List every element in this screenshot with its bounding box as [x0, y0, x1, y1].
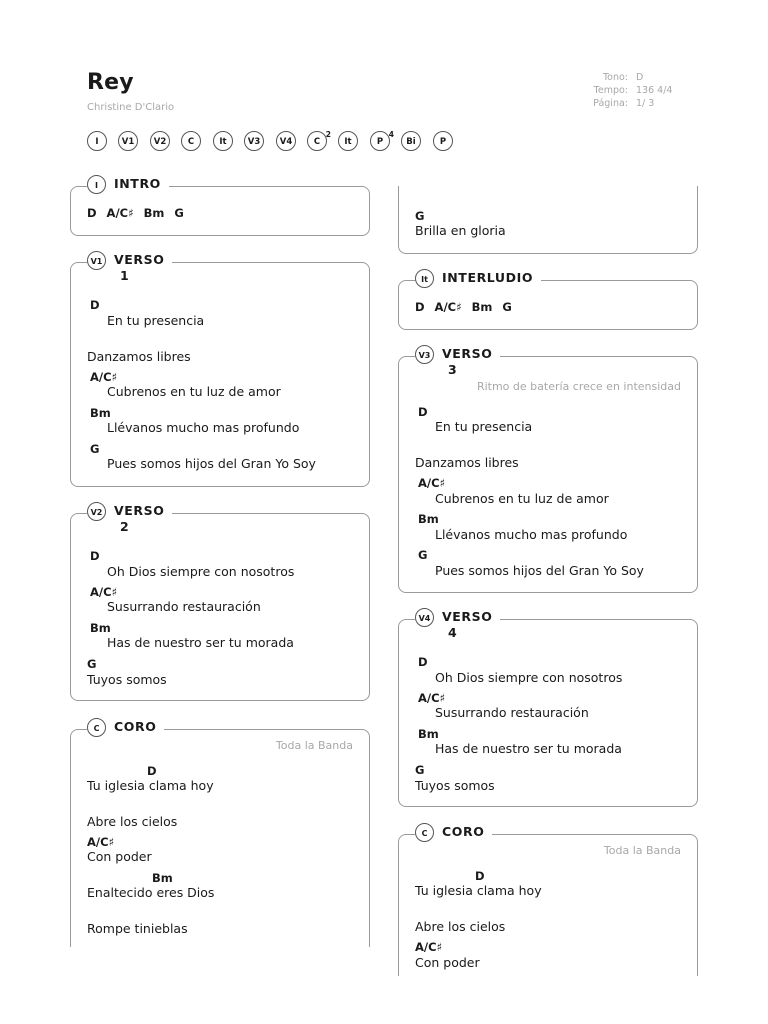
section-header [415, 608, 500, 640]
lyric-line: Brilla en gloria [415, 223, 506, 238]
lyric-line: Rompe tinieblas [87, 921, 188, 936]
section-coro [70, 719, 370, 947]
song-artist: Christine D'Clario [87, 102, 175, 113]
chord: A/C♯ [87, 835, 115, 849]
chord: G [415, 763, 425, 777]
roadmap-repeat-count: 2 [325, 130, 331, 139]
section-title: CORO [442, 824, 485, 839]
section-number: 3 [448, 362, 458, 377]
lyric-line: Danzamos libres [87, 349, 191, 364]
chord: D [475, 869, 485, 883]
chord: D [90, 549, 100, 563]
section-badge: V2 [87, 502, 106, 521]
chord: D [418, 655, 428, 669]
section-intro [70, 176, 370, 236]
section-number: 4 [448, 625, 458, 640]
section-verso-4 [398, 609, 698, 807]
lyric-line: Tuyos somos [87, 672, 167, 687]
section-title: INTRO [114, 176, 161, 191]
section-coro-2 [398, 824, 698, 976]
lyric-line: Has de nuestro ser tu morada [107, 635, 294, 650]
chord-progression: D A/C♯ Bm G [87, 206, 184, 220]
roadmap-item[interactable]: I [87, 131, 107, 151]
lyric-line: Tuyos somos [415, 778, 495, 793]
section-number: 1 [120, 268, 130, 283]
section-note: Toda la Banda [275, 739, 353, 752]
roadmap-item[interactable]: V3 [244, 131, 264, 151]
section-header [87, 718, 164, 740]
lyric-line: Oh Dios siempre con nosotros [107, 564, 295, 579]
roadmap-item[interactable]: C [181, 131, 201, 151]
lyric-line: Has de nuestro ser tu morada [435, 741, 622, 756]
lyric-line: En tu presencia [435, 419, 533, 434]
section-title: CORO [114, 719, 157, 734]
lyric-line: Tu iglesia clama hoy [415, 883, 542, 898]
chord: Bm [418, 512, 439, 526]
section-title: VERSO 4 [442, 609, 493, 640]
chord: D [147, 764, 157, 778]
section-title: VERSO 3 [442, 346, 493, 377]
lyric-line: En tu presencia [107, 313, 205, 328]
chord: Bm [152, 871, 173, 885]
roadmap-item[interactable]: It [338, 131, 358, 151]
roadmap-item[interactable]: P 4 [370, 131, 390, 151]
roadmap-item[interactable]: V2 [150, 131, 170, 151]
roadmap-item[interactable]: It [213, 131, 233, 151]
chord: G [418, 548, 428, 562]
lyric-line: Oh Dios siempre con nosotros [435, 670, 623, 685]
section-title: VERSO 2 [114, 503, 165, 534]
lyric-line: Abre los cielos [415, 919, 506, 934]
roadmap-repeat-count: 4 [388, 130, 394, 139]
lyric-line: Susurrando restauración [107, 599, 261, 614]
roadmap-item[interactable]: Bi [401, 131, 421, 151]
lyric-line: Cubrenos en tu luz de amor [107, 384, 281, 399]
meta-label-tempo: Tempo: [593, 85, 628, 96]
chord: D [418, 405, 428, 419]
lyric-line: Llévanos mucho mas profundo [107, 420, 300, 435]
lyric-line: Llévanos mucho mas profundo [435, 527, 628, 542]
meta-value-tempo: 136 4/4 [636, 85, 673, 96]
section-badge: C [87, 718, 106, 737]
chord: D [90, 298, 100, 312]
meta-label-page: Página: [593, 98, 628, 109]
section-verso-1 [70, 252, 370, 487]
section-verso-2 [70, 503, 370, 701]
roadmap-item[interactable]: P [433, 131, 453, 151]
section-header [87, 251, 172, 283]
section-badge: V1 [87, 251, 106, 270]
chord: A/C♯ [418, 691, 446, 705]
section-header [415, 269, 541, 291]
section-badge: C [415, 823, 434, 842]
lyric-line: Enaltecido eres Dios [87, 885, 215, 900]
song-title: Rey [87, 70, 134, 95]
meta-values [636, 71, 672, 110]
lyric-line: Pues somos hijos del Gran Yo Soy [435, 563, 644, 578]
lyric-line: Danzamos libres [415, 455, 519, 470]
section-header [415, 345, 500, 377]
section-header [87, 502, 172, 534]
lyric-line: Con poder [87, 849, 152, 864]
section-interludio [398, 270, 698, 330]
chord-progression: D A/C♯ Bm G [415, 300, 512, 314]
chord: G [87, 657, 97, 671]
chord: A/C♯ [415, 940, 443, 954]
section-badge: I [87, 175, 106, 194]
section-badge: V3 [415, 345, 434, 364]
chord: Bm [418, 727, 439, 741]
meta-value-key: D [636, 72, 644, 83]
chord: G [90, 442, 100, 456]
chord: G [415, 209, 425, 223]
section-title: INTERLUDIO [442, 270, 534, 285]
chord: Bm [90, 406, 111, 420]
lyric-line: Susurrando restauración [435, 705, 589, 720]
lyric-line: Con poder [415, 955, 480, 970]
lyric-line: Abre los cielos [87, 814, 178, 829]
meta-labels [560, 71, 628, 110]
section-note: Toda la Banda [603, 844, 681, 857]
chord: A/C♯ [90, 585, 118, 599]
section-title: VERSO 1 [114, 252, 165, 283]
lyric-line: Tu iglesia clama hoy [87, 778, 214, 793]
section-number: 2 [120, 519, 130, 534]
section-header [87, 175, 169, 197]
section-coro-continued [398, 186, 698, 254]
roadmap-item[interactable]: V4 [276, 131, 296, 151]
meta-label-key: Tono: [602, 72, 628, 83]
chord: Bm [90, 621, 111, 635]
lyric-line: Pues somos hijos del Gran Yo Soy [107, 456, 316, 471]
section-badge: V4 [415, 608, 434, 627]
section-verso-3 [398, 346, 698, 593]
section-header [415, 823, 492, 845]
section-badge: It [415, 269, 434, 288]
section-note: Ritmo de batería crece en intensidad [476, 380, 681, 393]
chord: A/C♯ [90, 370, 118, 384]
chord: A/C♯ [418, 476, 446, 490]
roadmap-item[interactable]: C 2 [307, 131, 327, 151]
lyric-line: Cubrenos en tu luz de amor [435, 491, 609, 506]
meta-value-page: 1/ 3 [636, 98, 655, 109]
roadmap-item[interactable]: V1 [118, 131, 138, 151]
